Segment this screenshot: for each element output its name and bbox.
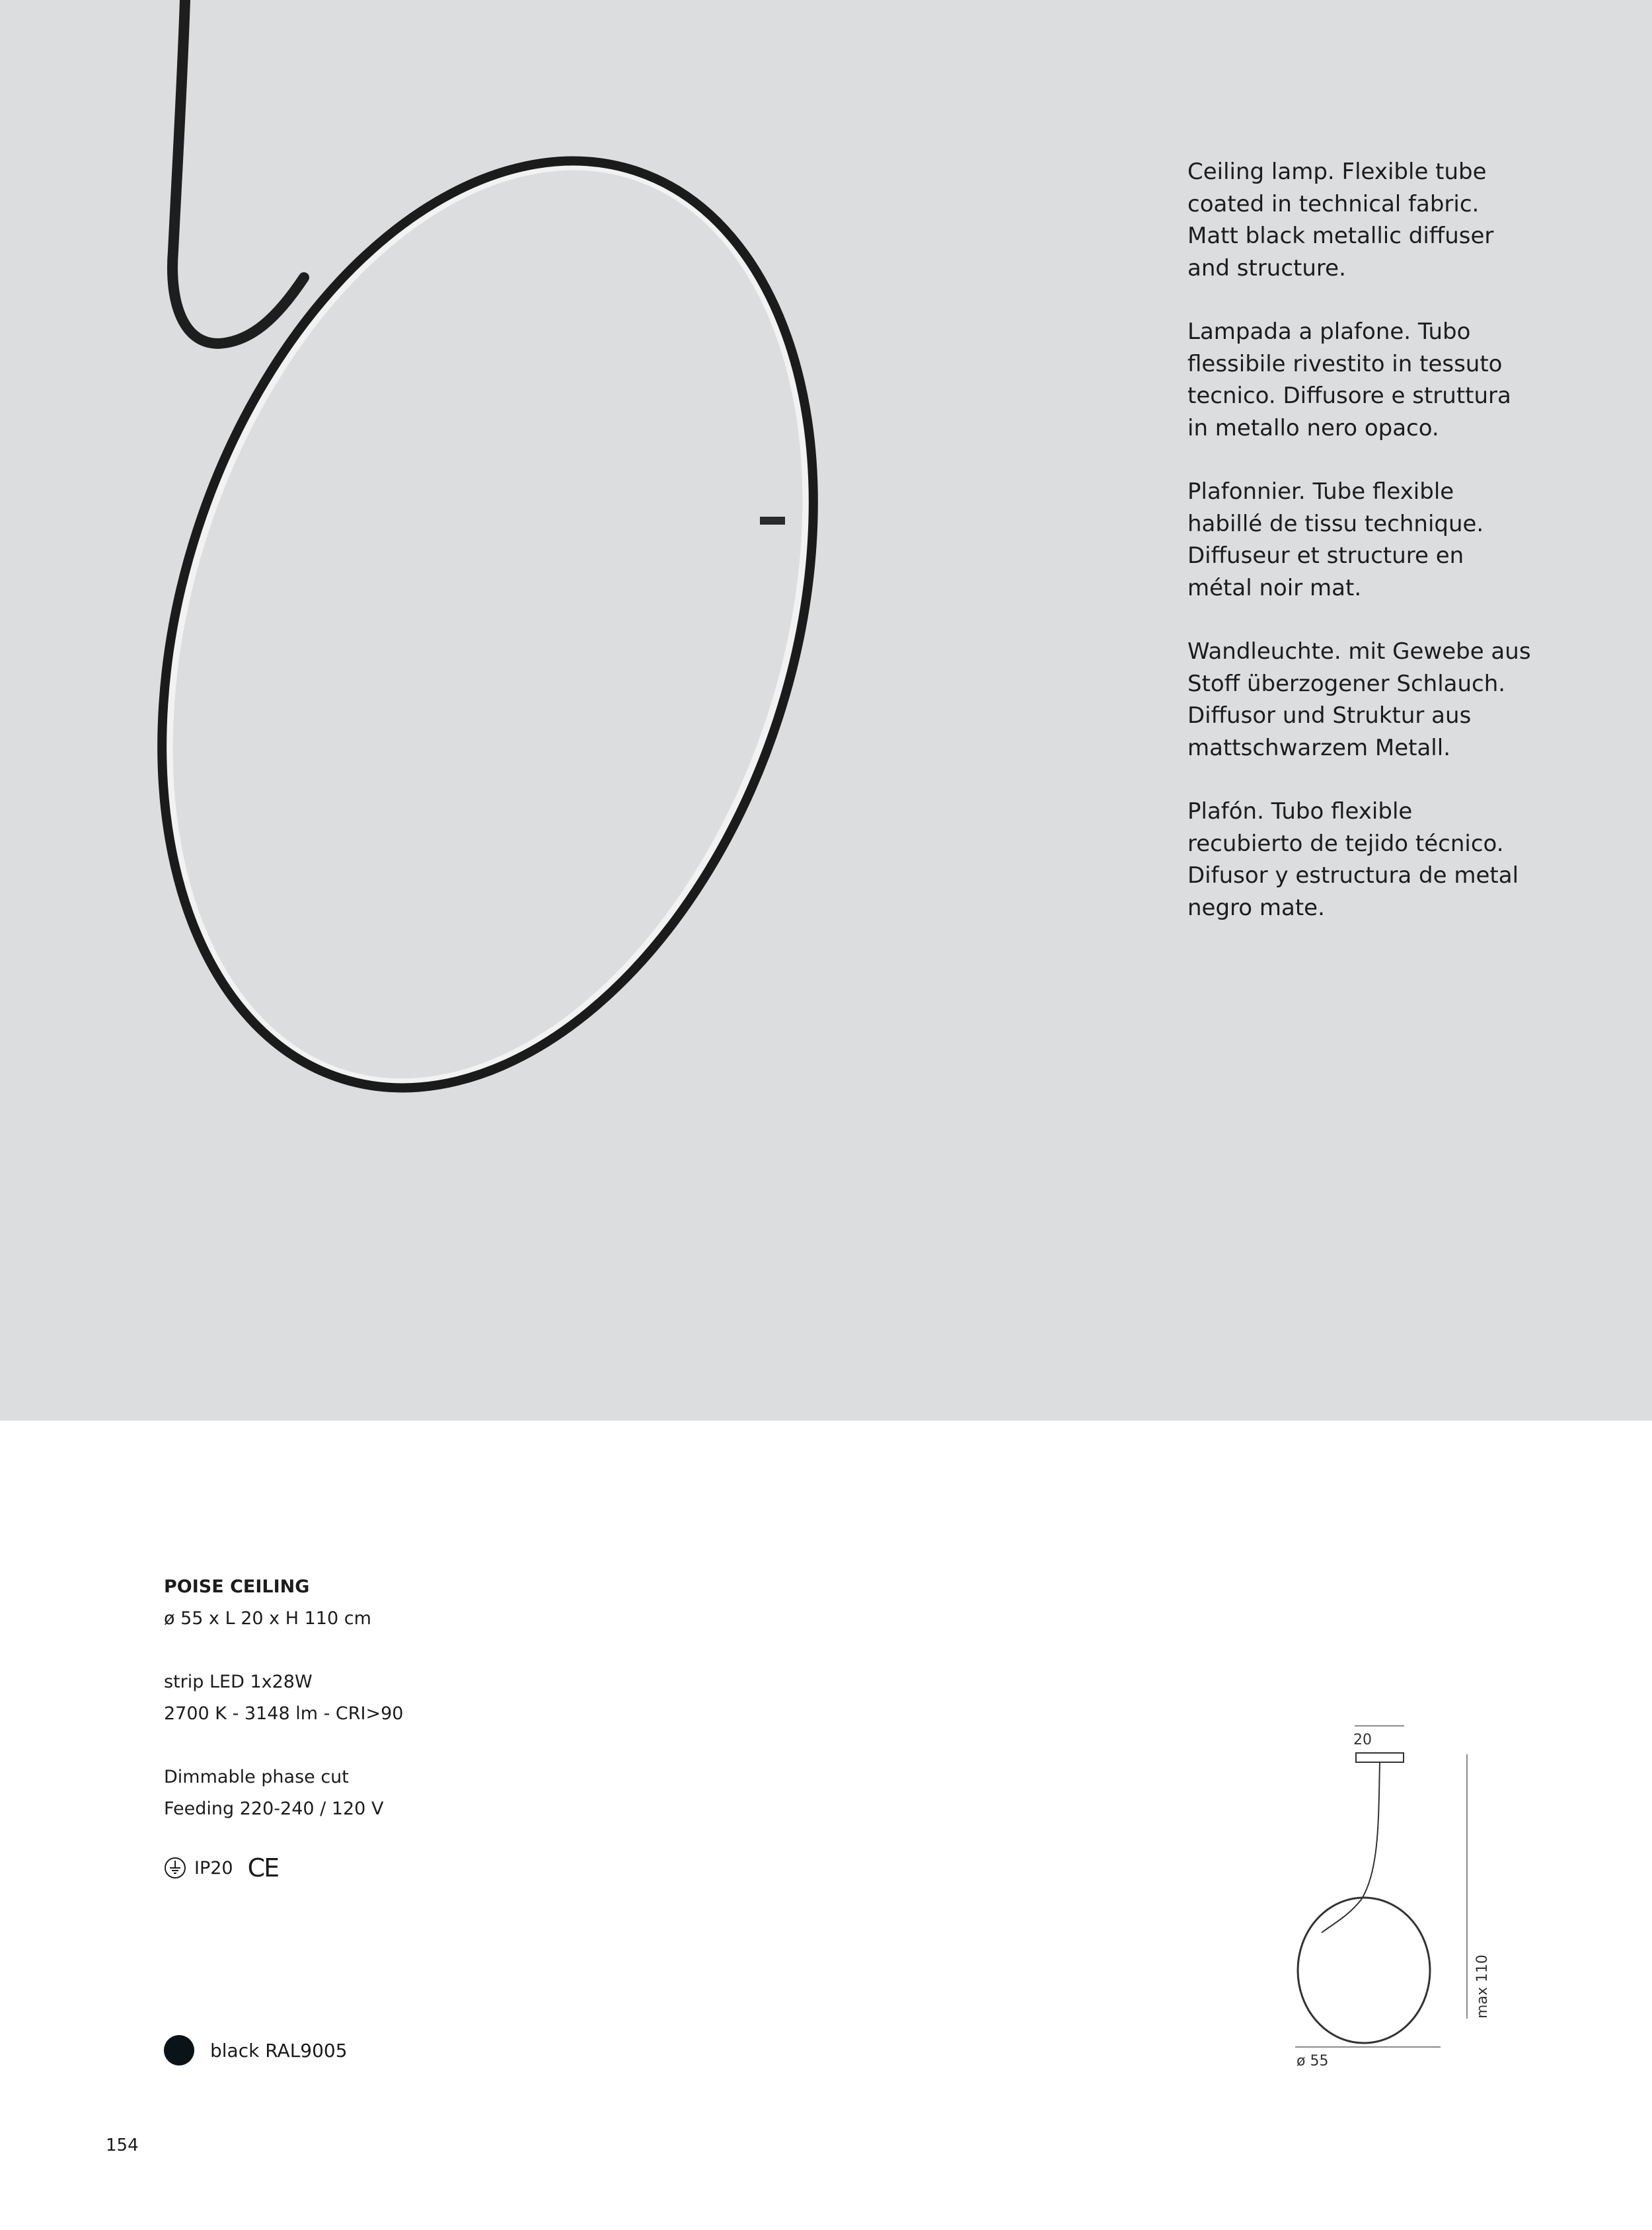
certifications <box>164 1853 278 1882</box>
description-en: Ceiling lamp. Flexible tube coated in technical fabric. Matt black metallic diffuser and structure. <box>1187 159 1494 281</box>
description-it: Lampada a plafone. Tubo flessibile rivestito in tessuto tecnico. Diffusore e struttura in metallo nero opaco. <box>1187 318 1511 441</box>
ce-mark: CE <box>247 1853 279 1882</box>
dimming-spec: Dimmable phase cut <box>164 1767 349 1787</box>
canopy <box>1356 1753 1404 1762</box>
lamp-ring-cap <box>760 517 785 525</box>
feeding-spec: Feeding 220-240 / 120 V <box>164 1799 384 1819</box>
product-title: POISE CEILING <box>164 1577 310 1597</box>
light-spec: 2700 K - 3148 lm - CRI>90 <box>164 1703 404 1724</box>
description-de: Wandleuchte. mit Gewebe aus Stoff überzogener Schlauch. Diffusor und Struktur aus mattschwarzem Metall. <box>1187 638 1531 761</box>
description-fr: Plafonnier. Tube flexible habillé de tissu technique. Diffuseur et structure en métal noir mat. <box>1187 478 1484 601</box>
lamp-cable <box>172 0 304 344</box>
dimension-diagram <box>1295 1718 1491 2075</box>
product-specs <box>164 1571 403 1825</box>
ip-rating: IP20 <box>194 1857 233 1878</box>
class-ii-icon <box>164 1857 186 1879</box>
page-number: 154 <box>106 2136 139 2155</box>
product-dimensions: ø 55 x L 20 x H 110 cm <box>164 1608 371 1629</box>
height-dimension-label: max 110 <box>1474 1954 1491 2019</box>
description-es: Plafón. Tubo flexible recubierto de tejido técnico. Difusor y estructura de metal negro mate. <box>1187 798 1519 921</box>
product-descriptions <box>1187 156 1531 955</box>
width-dimension-label: 20 <box>1353 1732 1372 1748</box>
led-spec: strip LED 1x28W <box>164 1672 313 1692</box>
diameter-dimension-label: ø 55 <box>1296 2053 1329 2069</box>
finish-label: black RAL9005 <box>210 2039 348 2062</box>
color-swatch <box>164 2035 194 2065</box>
finish-option <box>164 2035 348 2065</box>
lamp-ring-glow <box>57 83 918 1166</box>
diagram-ring <box>1298 1898 1430 2043</box>
